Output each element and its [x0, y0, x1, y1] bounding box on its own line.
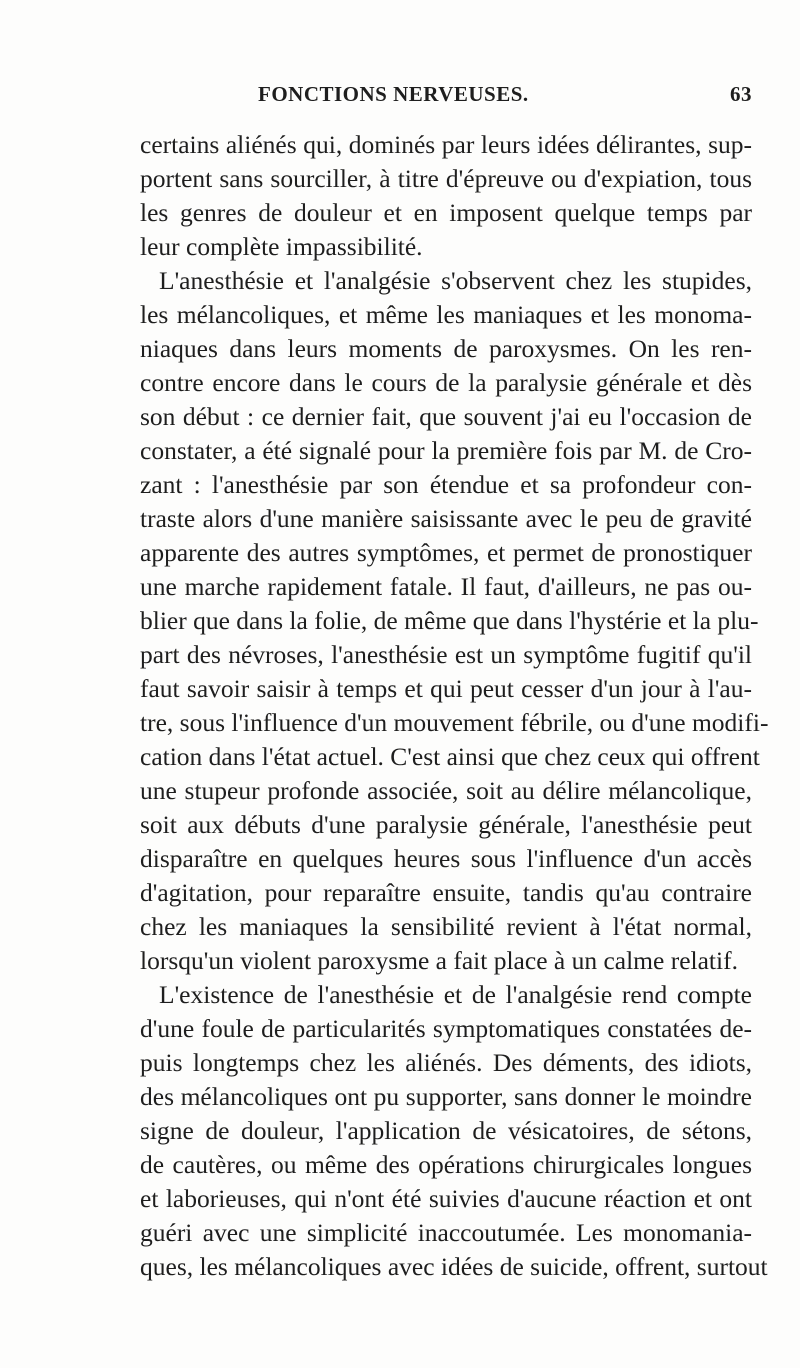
text-line: tre, sous l'influence d'un mouvement fébrile, ou d'une modifi- [140, 708, 769, 737]
text-line: portent sans sourciller, à titre d'épreuve ou d'expiation, tous [140, 164, 752, 193]
text-line: soit aux débuts d'une paralysie générale, l'anesthésie peut [140, 810, 752, 839]
text-line: faut savoir saisir à temps et qui peut cesser d'un jour à l'au- [140, 674, 752, 703]
text-line: des mélancoliques ont pu supporter, sans donner le moindre [140, 1082, 752, 1111]
text-line: contre encore dans le cours de la paralysie générale et dès [140, 368, 752, 397]
text-line: et laborieuses, qui n'ont été suivies d'aucune réaction et ont [140, 1184, 752, 1213]
body-text [140, 128, 769, 1284]
text-line: les genres de douleur et en imposent quelque temps par [140, 198, 752, 227]
text-line: ques, les mélancoliques avec idées de suicide, offrent, surtout [140, 1252, 768, 1281]
text-line: les mélancoliques, et même les maniaques et les monoma- [140, 300, 752, 329]
text-line: disparaître en quelques heures sous l'influence d'un accès [140, 844, 752, 873]
running-head [140, 82, 752, 116]
text-line: guéri avec une simplicité inaccoutumée. Les monomania- [140, 1218, 752, 1247]
running-title: FONCTIONS NERVEUSES. [258, 82, 529, 106]
text-line: d'agitation, pour reparaître ensuite, tandis qu'au contraire [140, 878, 752, 907]
text-line: niaques dans leurs moments de paroxysmes. On les ren- [140, 334, 752, 363]
text-line: de cautères, ou même des opérations chirurgicales longues [140, 1150, 752, 1179]
page-number: 63 [730, 82, 752, 106]
text-line: L'existence de l'anesthésie et de l'analgésie rend compte [159, 980, 752, 1009]
text-line: une marche rapidement fatale. Il faut, d'ailleurs, ne pas ou- [140, 572, 752, 601]
text-line: L'anesthésie et l'analgésie s'observent chez les stupides, [159, 266, 752, 295]
text-line: part des névroses, l'anesthésie est un symptôme fugitif qu'il [140, 640, 752, 669]
text-line: chez les maniaques la sensibilité revient à l'état normal, [140, 912, 752, 941]
text-line: traste alors d'une manière saisissante avec le peu de gravité [140, 504, 752, 533]
text-line: signe de douleur, l'application de vésicatoires, de sétons, [140, 1116, 752, 1145]
text-line: cation dans l'état actuel. C'est ainsi que chez ceux qui offrent [140, 742, 760, 771]
text-line: d'une foule de particularités symptomatiques constatées de- [140, 1014, 752, 1043]
text-line: constater, a été signalé pour la première fois par M. de Cro- [140, 436, 752, 465]
text-line: lorsqu'un violent paroxysme a fait place à un calme relatif. [140, 946, 738, 975]
text-line: zant : l'anesthésie par son étendue et sa profondeur con- [140, 470, 752, 499]
text-line: puis longtemps chez les aliénés. Des déments, des idiots, [140, 1048, 752, 1077]
text-line: certains aliénés qui, dominés par leurs idées délirantes, sup- [140, 130, 752, 159]
text-line: son début : ce dernier fait, que souvent j'ai eu l'occasion de [140, 402, 752, 431]
text-line: leur complète impassibilité. [140, 232, 423, 261]
text-line: apparente des autres symptômes, et permet de pronostiquer [140, 538, 752, 567]
text-line: blier que dans la folie, de même que dans l'hystérie et la plu- [140, 606, 759, 635]
text-line: une stupeur profonde associée, soit au délire mélancolique, [140, 776, 752, 805]
